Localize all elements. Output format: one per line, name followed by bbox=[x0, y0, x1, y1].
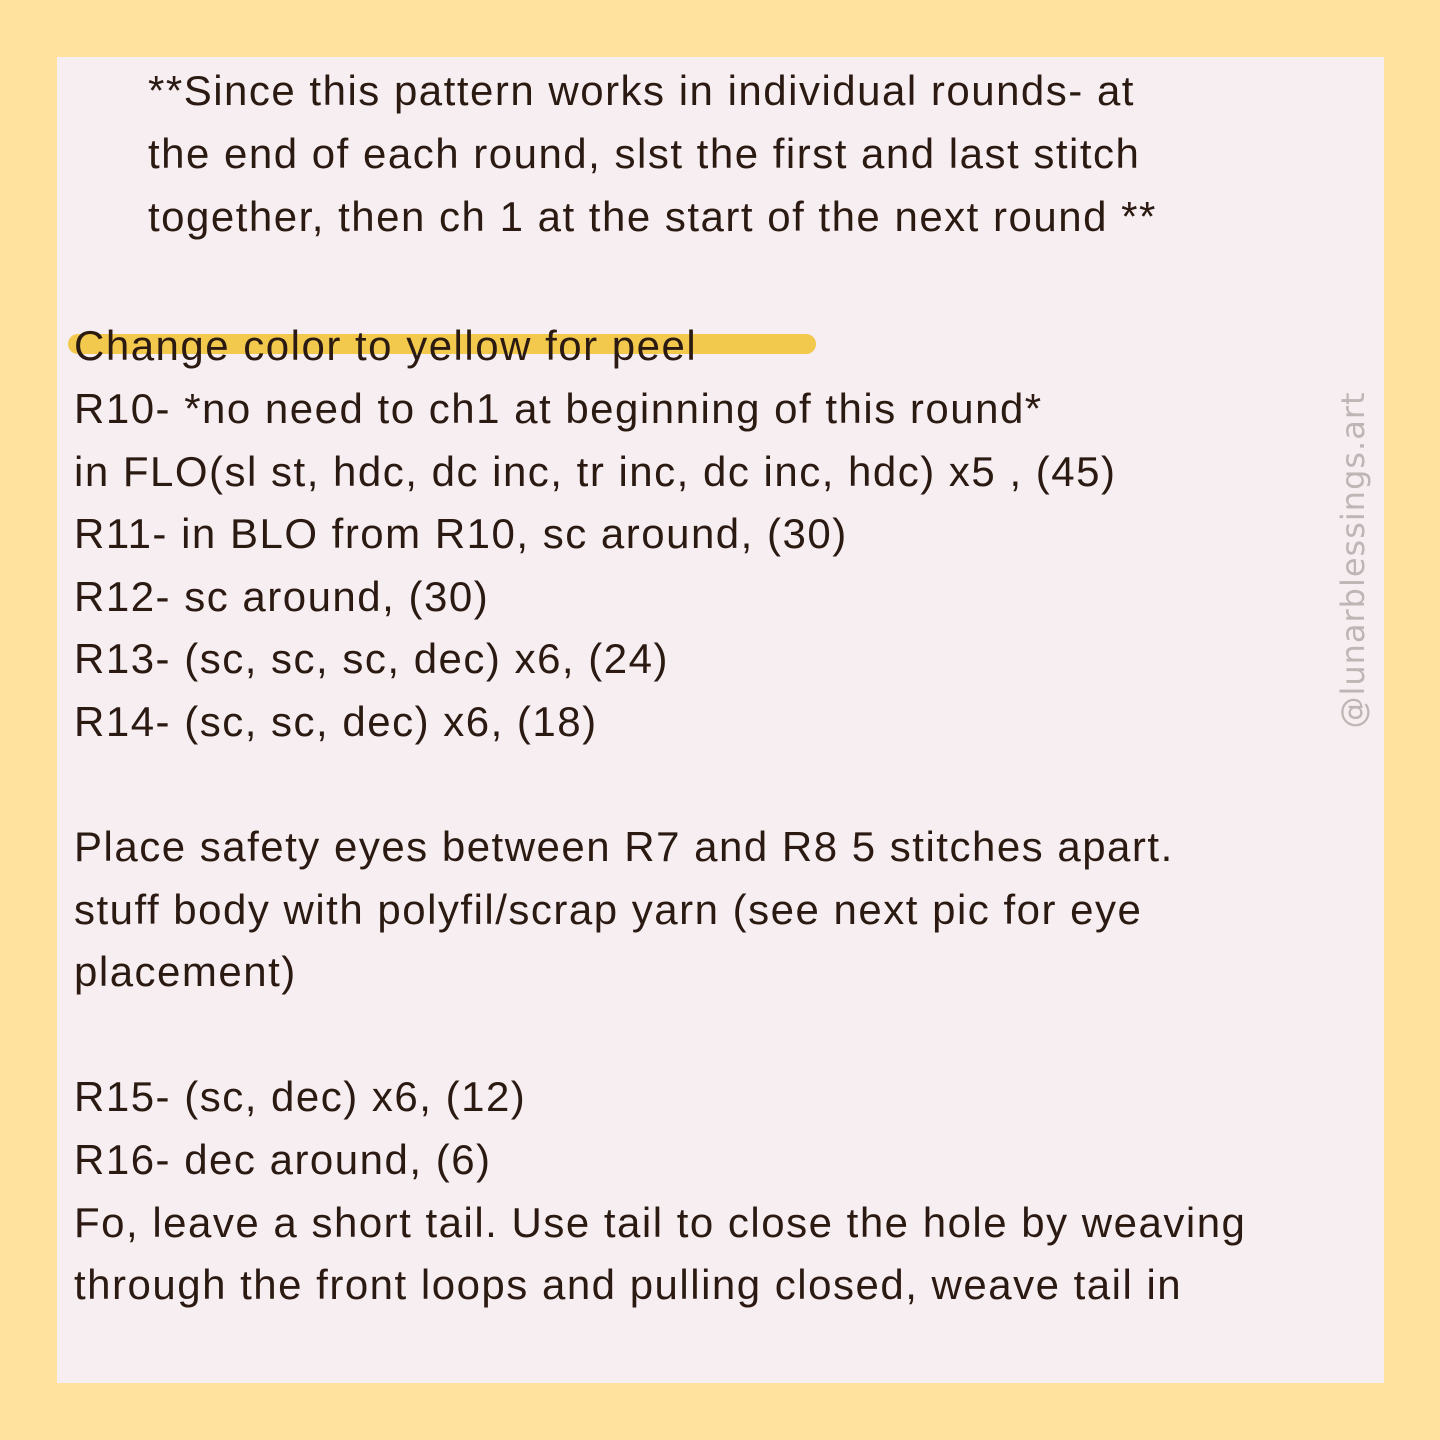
round-r15: R15- (sc, dec) x6, (12) bbox=[74, 1073, 527, 1120]
eyes-line-1: Place safety eyes between R7 and R8 5 stitches apart. bbox=[74, 823, 1174, 870]
round-r10-detail: in FLO(sl st, hdc, dc inc, tr inc, dc inc, hdc) x5 , (45) bbox=[74, 448, 1117, 495]
note-line-1: **Since this pattern works in individual rounds- at bbox=[148, 67, 1135, 114]
watermark: @lunarblessings.art bbox=[1334, 391, 1372, 729]
round-r12: R12- sc around, (30) bbox=[74, 573, 490, 620]
round-r10: R10- *no need to ch1 at beginning of this round* bbox=[74, 385, 1043, 432]
eyes-line-3: placement) bbox=[74, 948, 297, 995]
note-line-3: together, then ch 1 at the start of the next round ** bbox=[148, 193, 1157, 240]
finish-line-1: Fo, leave a short tail. Use tail to close the hole by weaving bbox=[74, 1199, 1247, 1246]
round-r16: R16- dec around, (6) bbox=[74, 1136, 492, 1183]
round-r13: R13- (sc, sc, sc, dec) x6, (24) bbox=[74, 635, 669, 682]
round-r14: R14- (sc, sc, dec) x6, (18) bbox=[74, 698, 598, 745]
note-line-2: the end of each round, slst the first and last stitch bbox=[148, 130, 1141, 177]
round-r11: R11- in BLO from R10, sc around, (30) bbox=[74, 510, 848, 557]
eyes-line-2: stuff body with polyfil/scrap yarn (see next pic for eye bbox=[74, 886, 1143, 933]
color-change-heading: Change color to yellow for peel bbox=[74, 322, 698, 369]
finish-line-2: through the front loops and pulling closed, weave tail in bbox=[74, 1261, 1183, 1308]
